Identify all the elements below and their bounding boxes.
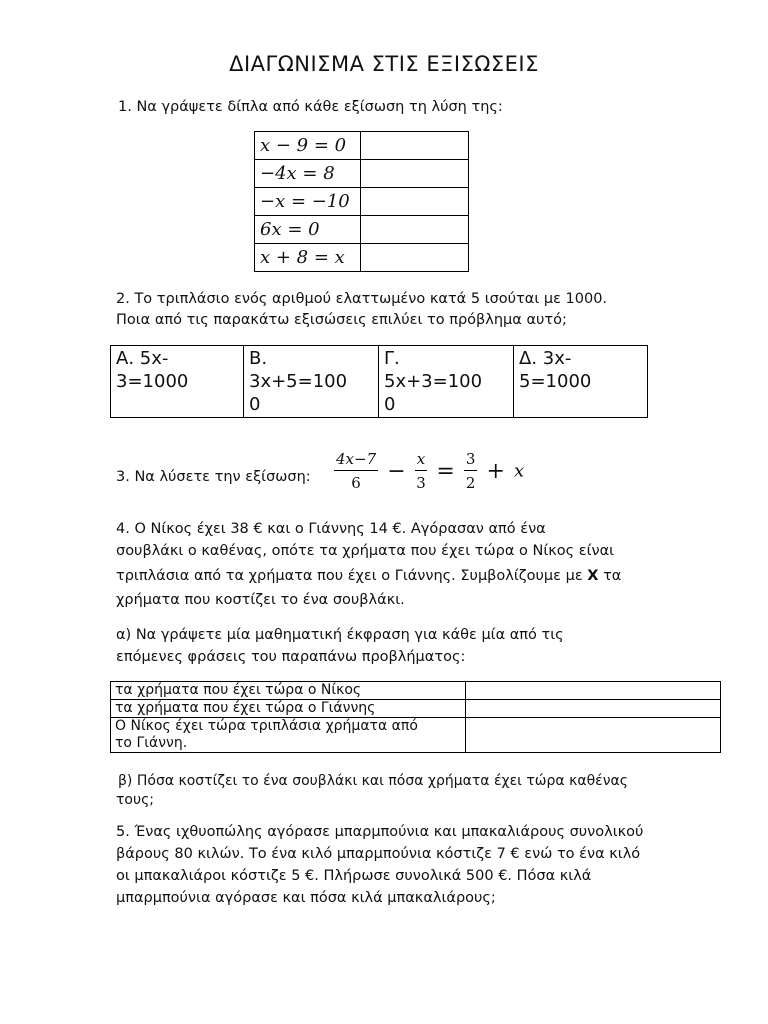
expression-cell[interactable] <box>466 718 721 753</box>
table-row <box>255 244 469 272</box>
q4a-line2: επόμενες φράσεις του παραπάνω προβλήματος: <box>116 649 466 665</box>
table-row <box>111 700 721 718</box>
choice-d[interactable]: Δ. 3x- 5=1000 <box>514 346 648 418</box>
q2-choices-table <box>110 345 648 418</box>
q4-line2: σουβλάκι ο καθένας, οπότε τα χρήματα που έχει τώρα ο Νίκος είναι <box>116 543 615 559</box>
table-row <box>255 132 469 160</box>
q5-line1: 5. Ένας ιχθυοπώλης αγόρασε μπαρμπούνια και μπακαλιάρους συνολικού <box>116 824 644 840</box>
q1-prompt: 1. Να γράψετε δίπλα από κάθε εξίσωση τη λύση της: <box>118 99 503 115</box>
phrase-cell: τα χρήματα που έχει τώρα ο Νίκος <box>111 682 466 700</box>
choice-b[interactable]: Β. 3x+5=100 0 <box>244 346 379 418</box>
answer-cell[interactable] <box>361 244 469 272</box>
q1-equation-table <box>254 131 469 272</box>
table-row <box>255 188 469 216</box>
q4a-line1: α) Να γράψετε μία μαθηματική έκφραση για κάθε μία από τις <box>116 627 564 643</box>
choice-a[interactable]: Α. 5x- 3=1000 <box>111 346 244 418</box>
q2-line1: 2. Το τριπλάσιο ενός αριθμού ελαττωμένο κατά 5 ισούται με 1000. <box>116 291 608 307</box>
q4-line3: τριπλάσια από τα χρήματα που έχει ο Γιάννης. Συμβολίζουμε με X τα <box>116 568 622 584</box>
q3-equation: $\frac{4x-7}{6}$ − $\frac{x}{3}$ = $\frac{3}{2}$ + x <box>336 450 525 492</box>
equation-cell: −4x = 8 <box>255 160 361 188</box>
expression-cell[interactable] <box>466 700 721 718</box>
expression-cell[interactable] <box>466 682 721 700</box>
fraction: $\frac{3}{2}$ <box>465 450 476 492</box>
q4-line1: 4. Ο Νίκος έχει 38 € και ο Γιάννης 14 €. Αγόρασαν από ένα <box>116 521 546 537</box>
page-title: ΔΙΑΓΩΝΙΣΜΑ ΣΤΙΣ ΕΞΙΣΩΣΕΙΣ <box>229 52 539 76</box>
q5-line2: βάρους 80 κιλών. Το ένα κιλό μπαρμπούνια κόστιζε 7 € ενώ το ένα κιλό <box>116 846 641 862</box>
q4-line4: χρήματα που κοστίζει το ένα σουβλάκι. <box>116 592 405 608</box>
phrase-cell: Ο Νίκος έχει τώρα τριπλάσια χρήματα από το Γιάννη. <box>111 718 466 753</box>
q5-line4: μπαρμπούνια αγόρασε και πόσα κιλά μπακαλιάρους; <box>116 890 496 906</box>
answer-cell[interactable] <box>361 132 469 160</box>
equation-cell: x + 8 = x <box>255 244 361 272</box>
q4b-line2: τους; <box>116 792 155 808</box>
q2-line2: Ποια από τις παρακάτω εξισώσεις επιλύει το πρόβλημα αυτό; <box>116 312 567 328</box>
fraction: $\frac{4x-7}{6}$ <box>336 450 377 492</box>
q4b-line1: β) Πόσα κοστίζει το ένα σουβλάκι και πόσα χρήματα έχει τώρα καθένας <box>118 773 628 789</box>
equation-cell: x − 9 = 0 <box>255 132 361 160</box>
q5-line3: οι μπακαλιάροι κόστιζε 5 €. Πλήρωσε συνολικά 500 €. Πόσα κιλά <box>116 868 592 884</box>
equation-cell: −x = −10 <box>255 188 361 216</box>
table-row <box>111 718 721 753</box>
phrase-cell: τα χρήματα που έχει τώρα ο Γιάννης <box>111 700 466 718</box>
answer-cell[interactable] <box>361 188 469 216</box>
table-row <box>111 682 721 700</box>
answer-cell[interactable] <box>361 216 469 244</box>
equation-cell: 6x = 0 <box>255 216 361 244</box>
table-row <box>255 216 469 244</box>
q3-prompt: 3. Να λύσετε την εξίσωση: <box>116 469 311 485</box>
q4-phrases-table <box>110 681 721 753</box>
table-row <box>255 160 469 188</box>
answer-cell[interactable] <box>361 160 469 188</box>
choice-c[interactable]: Γ. 5x+3=100 0 <box>379 346 514 418</box>
fraction: $\frac{x}{3}$ <box>416 450 426 492</box>
